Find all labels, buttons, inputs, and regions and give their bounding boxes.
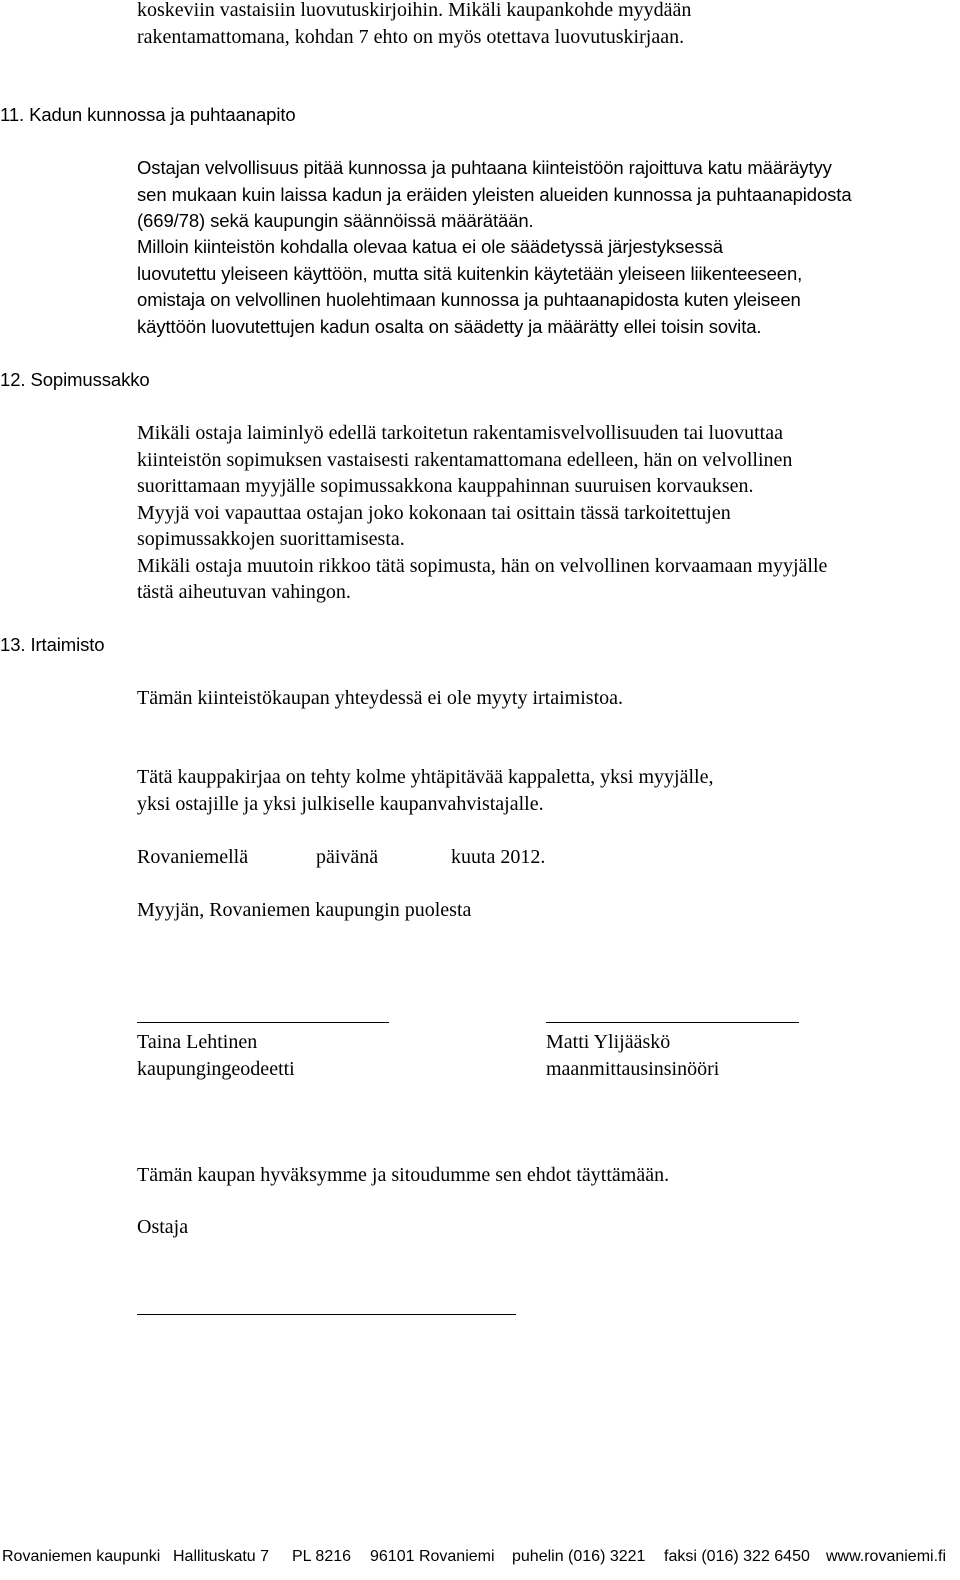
- acceptance-text: Tämän kaupan hyväksymme ja sitoudumme sen ehdot täyttämään.: [137, 1164, 670, 1186]
- section-11-heading: 11. Kadun kunnossa ja puhtaanapito: [0, 104, 296, 125]
- text-line: koskeviin vastaisiin luovutuskirjoihin. Mikäli kaupankohde myydään: [137, 0, 692, 21]
- section-11-paragraph-2: [137, 234, 802, 340]
- section-13-heading: 13. Irtaimisto: [0, 634, 105, 655]
- text-line: Mikäli ostaja laiminlyö edellä tarkoitetun rakentamisvelvollisuuden tai luovuttaa: [137, 422, 783, 444]
- text-line: sen mukaan kuin laissa kadun ja eräiden yleisten alueiden kunnossa ja puhtaanapidosta: [137, 183, 852, 205]
- signatory-name: Matti Ylijääskö: [546, 1031, 671, 1053]
- signatory-right: [546, 1029, 719, 1082]
- text-line: Ostajan velvollisuus pitää kunnossa ja puhtaana kiinteistöön rajoittuva katu määräytyy: [137, 157, 832, 178]
- section-13-text: Tämän kiinteistökaupan yhteydessä ei ole myyty irtaimistoa.: [137, 687, 623, 709]
- text-line: tästä aiheutuvan vahingon.: [137, 581, 351, 603]
- section-11-paragraph-1: [137, 155, 852, 235]
- date-day: päivänä: [316, 846, 379, 868]
- date-month: kuuta 2012.: [451, 846, 546, 868]
- footer-web: www.rovaniemi.fi: [826, 1548, 947, 1565]
- text-line: suorittamaan myyjälle sopimussakkona kauppahinnan suuruisen korvauksen.: [137, 475, 754, 497]
- text-line: Tätä kauppakirjaa on tehty kolme yhtäpitävää kappaletta, yksi myyjälle,: [137, 766, 714, 788]
- text-line: Myyjä voi vapauttaa ostajan joko kokonaan tai osittain tässä tarkoitettujen: [137, 501, 731, 524]
- intro-paragraph: [137, 0, 691, 50]
- text-line: (669/78) sekä kaupungin säännöissä määrätään.: [137, 210, 534, 231]
- text-line: käyttöön luovutettujen kadun osalta on säädetty ja määrätty ellei toisin sovita.: [137, 315, 762, 337]
- copies-paragraph: [137, 764, 713, 817]
- text-line: yksi ostajille ja yksi julkiselle kaupanvahvistajalle.: [137, 792, 544, 815]
- footer-postcode: 96101 Rovaniemi: [370, 1548, 495, 1565]
- text-line: Milloin kiinteistön kohdalla olevaa katua ei ole säädetyssä järjestyksessä: [137, 236, 723, 257]
- seller-label: Myyjän, Rovaniemen kaupungin puolesta: [137, 899, 472, 921]
- date-place: Rovaniemellä: [137, 846, 249, 868]
- signatory-title: kaupungingeodeetti: [137, 1057, 295, 1080]
- signature-line-left: [137, 1022, 389, 1023]
- signatory-title: maanmittausinsinööri: [546, 1057, 720, 1080]
- text-line: sopimussakkojen suorittamisesta.: [137, 528, 405, 550]
- footer-org: Rovaniemen kaupunki: [2, 1548, 161, 1565]
- signatory-left: [137, 1029, 295, 1082]
- footer-pobox: PL 8216: [292, 1548, 352, 1565]
- page-footer: [0, 1545, 960, 1571]
- footer-fax: faksi (016) 322 6450: [664, 1548, 810, 1565]
- footer-street: Hallituskatu 7: [173, 1548, 270, 1565]
- section-12-heading: 12. Sopimussakko: [0, 369, 150, 390]
- footer-phone: puhelin (016) 3221: [512, 1548, 646, 1565]
- text-line: Mikäli ostaja muutoin rikkoo tätä sopimusta, hän on velvollinen korvaamaan myyjälle: [137, 554, 828, 577]
- text-line: rakentamattomana, kohdan 7 ehto on myös otettava luovutuskirjaan.: [137, 25, 685, 48]
- signatory-name: Taina Lehtinen: [137, 1031, 258, 1053]
- text-line: omistaja on velvollinen huolehtimaan kunnossa ja puhtaanapidosta kuten yleiseen: [137, 289, 801, 310]
- buyer-label: Ostaja: [137, 1216, 189, 1238]
- buyer-signature-line: [137, 1314, 516, 1315]
- signature-line-right: [546, 1022, 799, 1023]
- section-12-paragraph: [137, 420, 827, 606]
- text-line: kiinteistön sopimuksen vastaisesti rakentamattomana edelleen, hän on velvollinen: [137, 448, 793, 471]
- text-line: luovutettu yleiseen käyttöön, mutta sitä kuitenkin käytetään yleiseen liikenteeseen,: [137, 262, 803, 284]
